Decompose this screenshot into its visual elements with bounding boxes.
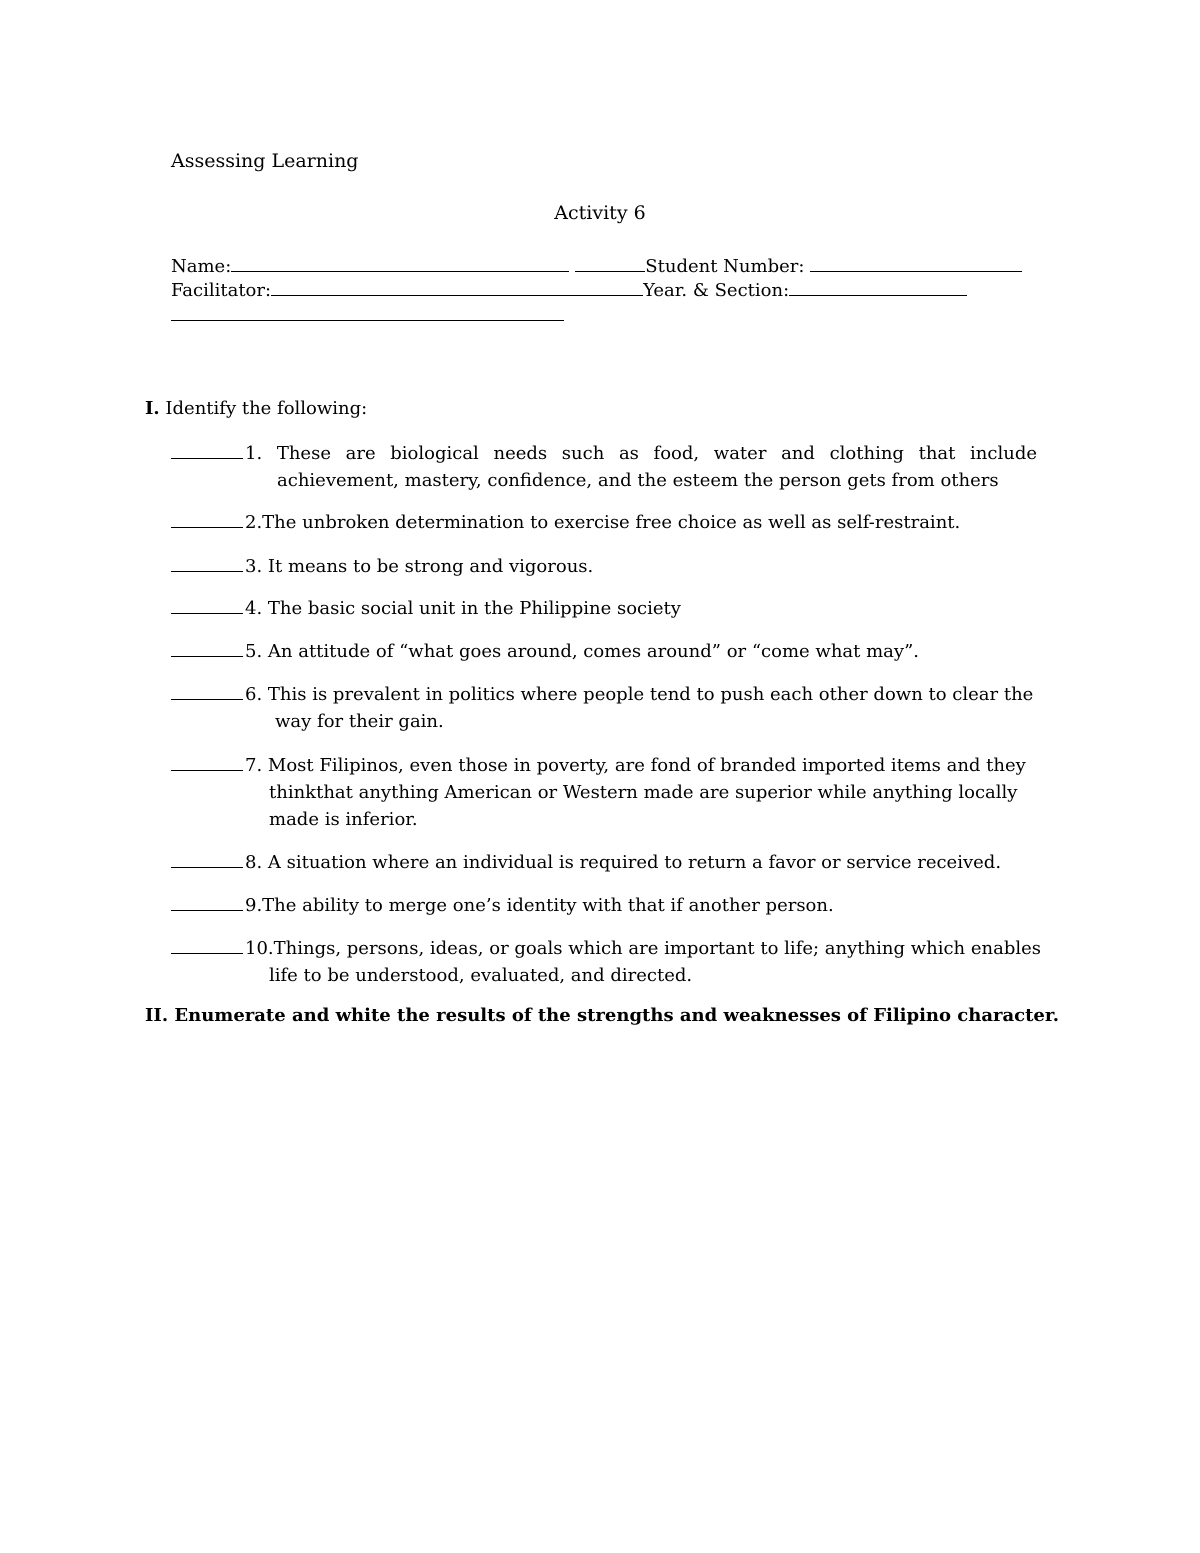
student-number-label: Student Number: [645,256,805,277]
page-title: Assessing Learning [171,150,359,172]
year-section-label: Year. & Section: [643,280,790,301]
extra-answer-line[interactable] [171,320,564,321]
question-item-6 [171,681,1033,735]
section-1-heading [145,398,367,419]
question-text-7-line-1: 7. Most Filipinos, even those in poverty, are fond of branded imported items and they [245,755,1026,776]
question-item-4 [171,595,681,622]
name-label: Name: [171,256,232,277]
section-2-numeral: II. [145,1005,169,1026]
question-item-3 [171,553,593,580]
facilitator-label: Facilitator: [171,280,272,301]
answer-blank-9[interactable] [171,894,243,911]
answer-blank-1[interactable] [171,442,243,459]
question-text-1-line-2: achievement, mastery, confidence, and the esteem the person gets from others [277,470,999,491]
question-text-7-line-3: made is inferior. [269,809,418,830]
question-text-2: 2.The unbroken determination to exercise free choice as well as self-restraint. [245,512,961,533]
section-1-title: Identify the following: [165,398,368,419]
question-text-7-line-2: thinkthat anything American or Western made are superior while anything locally [269,782,1018,803]
question-text-4: 4. The basic social unit in the Philippine society [245,598,681,619]
question-item-10 [171,935,1041,989]
question-item-5 [171,638,919,665]
name-field[interactable] [231,253,569,272]
answer-blank-2[interactable] [171,511,243,528]
section-1-numeral: I. [145,398,160,419]
question-text-9: 9.The ability to merge one’s identity with that if another person. [245,895,834,916]
question-item-7 [171,752,1026,833]
question-text-10-line-1: 10.Things, persons, ideas, or goals which are important to life; anything which enables [245,938,1041,959]
activity-heading: Activity 6 [554,202,646,224]
question-text-10-line-2: life to be understood, evaluated, and directed. [269,965,693,986]
year-section-field[interactable] [789,277,967,296]
name-field-extension[interactable] [575,253,645,272]
facilitator-row [171,277,967,303]
question-text-3: 3. It means to be strong and vigorous. [245,556,594,577]
question-item-2 [171,509,960,536]
facilitator-field[interactable] [271,277,643,296]
answer-blank-6[interactable] [171,683,243,700]
student-number-field[interactable] [810,253,1022,272]
question-text-8: 8. A situation where an individual is required to return a favor or service received. [245,852,1002,873]
question-item-1 [171,440,1037,494]
question-text-1-line-1: 1. These are biological needs such as food, water and clothing that include [245,443,1037,464]
answer-blank-5[interactable] [171,640,243,657]
answer-blank-3[interactable] [171,555,243,572]
name-row [171,253,1022,279]
section-2-title: Enumerate and white the results of the strengths and weaknesses of Filipino character. [174,1005,1059,1026]
question-text-5: 5. An attitude of “what goes around, comes around” or “come what may”. [245,641,919,662]
question-text-6-line-2: way for their gain. [275,711,444,732]
question-item-8 [171,849,1001,876]
question-text-6-line-1: 6. This is prevalent in politics where people tend to push each other down to clear the [245,684,1034,705]
question-item-9 [171,892,834,919]
answer-blank-10[interactable] [171,937,243,954]
answer-blank-4[interactable] [171,597,243,614]
answer-blank-8[interactable] [171,851,243,868]
answer-blank-7[interactable] [171,754,243,771]
section-2-heading [145,1005,1059,1026]
